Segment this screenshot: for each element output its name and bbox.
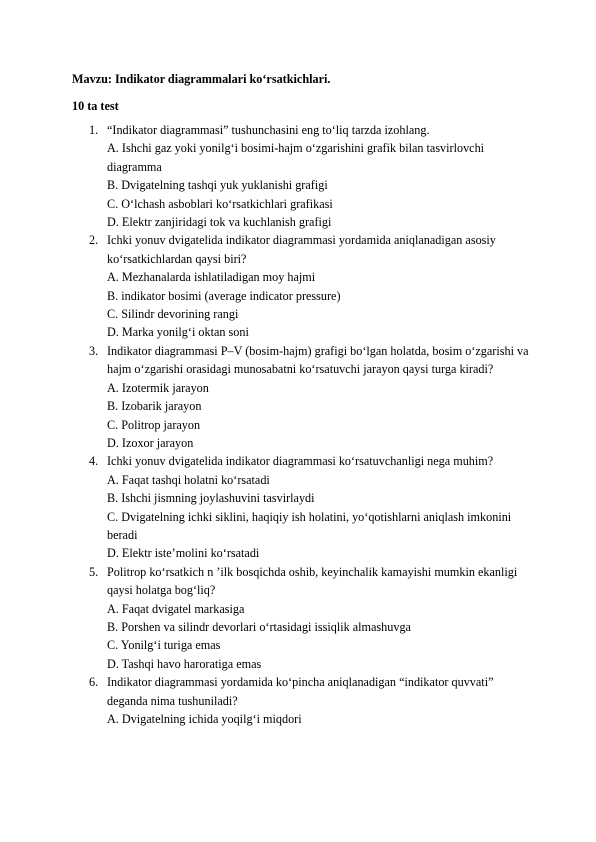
option-d: D. Elektr isteʼmolini koʻrsatadi	[107, 546, 260, 561]
option-list	[107, 710, 536, 728]
question-item	[0, 673, 596, 728]
question-text: “Indikator diagrammasi” tushunchasini eng toʻliq tarzda izohlang.	[107, 123, 430, 137]
question-text: Indikator diagrammasi yordamida koʻpincha aniqlanadigan “indikator quvvati” deganda nima tushuniladi?	[107, 675, 494, 708]
option-a: A. Faqat dvigatel markasiga	[107, 601, 245, 616]
option-list	[107, 139, 536, 231]
option-d: D. Izoxor jarayon	[107, 435, 194, 450]
option-a: A. Izotermik jarayon	[107, 380, 209, 395]
option-a: A. Ishchi gaz yoki yonilgʻi bosimi-hajm oʻzgarishini grafik bilan tasvirlovchi diagramma	[107, 141, 485, 174]
option-c: C. Yonilgʻi turiga emas	[107, 638, 221, 653]
option-list	[107, 471, 536, 563]
option-b: B. Ishchi jismning joylashuvini tasvirlaydi	[107, 491, 315, 506]
option-b: B. Izobarik jarayon	[107, 399, 202, 414]
option-a: A. Faqat tashqi holatni koʻrsatadi	[107, 472, 270, 487]
question-item	[0, 563, 596, 673]
option-list	[107, 379, 536, 453]
option-d: D. Marka yonilgʻi oktan soni	[107, 325, 249, 340]
question-item	[0, 452, 596, 562]
question-number: 3.	[89, 343, 99, 358]
question-list	[0, 121, 596, 728]
question-item	[0, 342, 596, 452]
option-b: B. Porshen va silindr devorlari oʻrtasidagi issiqlik almashuvga	[107, 619, 411, 634]
option-d: D. Tashqi havo haroratiga emas	[107, 656, 262, 671]
question-number: 2.	[89, 233, 99, 248]
option-list	[107, 600, 536, 674]
question-item	[0, 121, 596, 231]
question-text: Politrop koʻrsatkich n ʼilk bosqichda oshib, keyinchalik kamayishi mumkin ekanligi qaysi holatga bogʻliq?	[107, 564, 518, 598]
option-a: A. Mezhanalarda ishlatiladigan moy hajmi	[107, 270, 316, 285]
option-c: C. Politrop jarayon	[107, 417, 201, 432]
option-b: B. indikator bosimi (average indicator pressure)	[107, 288, 341, 303]
question-number: 5.	[89, 564, 99, 579]
document-title: Mavzu: Indikator diagrammalari koʻrsatkichlari.	[72, 72, 331, 86]
question-number: 1.	[89, 123, 99, 137]
question-number: 6.	[89, 675, 99, 690]
question-item	[0, 231, 596, 341]
option-c: C. Silindr devorining rangi	[107, 307, 239, 322]
option-d: D. Elektr zanjiridagi tok va kuchlanish grafigi	[107, 215, 332, 230]
question-text: Ichki yonuv dvigatelida indikator diagrammasi koʻrsatuvchanligi nega muhim?	[107, 454, 494, 469]
option-b: B. Dvigatelning tashqi yuk yuklanishi grafigi	[107, 178, 328, 193]
option-c: C. Oʻlchash asboblari koʻrsatkichlari grafikasi	[107, 196, 333, 211]
option-c: C. Dvigatelning ichki siklini, haqiqiy ish holatini, yoʻqotishlarni aniqlash imkonini beradi	[107, 509, 512, 542]
option-a: A. Dvigatelning ichida yoqilgʻi miqdori	[107, 712, 302, 726]
question-text: Indikator diagrammasi P–V (bosim-hajm) grafigi boʻlgan holatda, bosim oʻzgarishi va hajm oʻzgarishi orasidagi munosabatni koʻrsatuvchi jarayon qaysi turga kiradi?	[107, 343, 529, 377]
test-count-heading: 10 ta test	[72, 99, 119, 113]
option-list	[107, 268, 536, 342]
question-number: 4.	[89, 454, 99, 469]
question-text: Ichki yonuv dvigatelida indikator diagrammasi yordamida aniqlanadigan asosiy koʻrsatkichlardan qaysi biri?	[107, 233, 496, 266]
